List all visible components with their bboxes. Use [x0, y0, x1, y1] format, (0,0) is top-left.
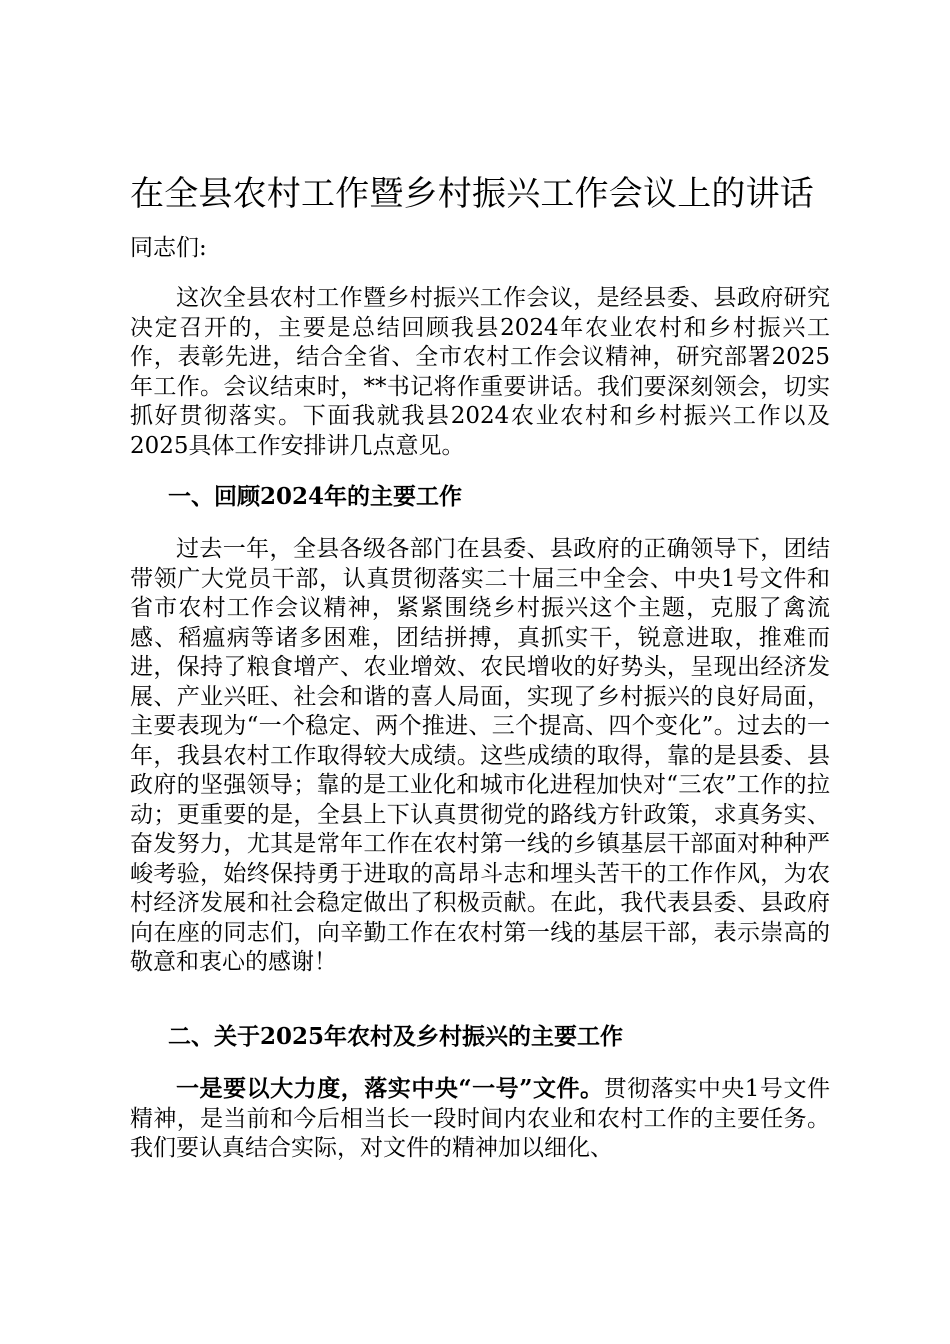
section1-heading: 一、回顾2024年的主要工作 [168, 483, 463, 510]
intro-paragraph: 这次全县农村工作暨乡村振兴工作会议，是经县委、县政府研究决定召开的，主要是总结回顾我县2024年农业农村和乡村振兴工作，表彰先进，结合全省、全市农村工作会议精神，研究部署2025年工作。会议结束时，**书记将作重要讲话。我们要深刻领会，切实抓好贯彻落实。下面我就我县2024农业农村和乡村振兴工作以及2025具体工作安排讲几点意见。 [130, 285, 830, 459]
salutation: 同志们: [130, 235, 207, 261]
document-page [130, 0, 830, 1344]
section1-paragraph: 过去一年，全县各级各部门在县委、县政府的正确领导下，团结带领广大党员干部，认真贯彻落实二十届三中全会、中央1号文件和省市农村工作会议精神，紧紧围绕乡村振兴这个主题，克服了禽流感、稻瘟病等诸多困难，团结拼搏，真抓实干，锐意进取，推难而进，保持了粮食增产、农业增效、农民增收的好势头，呈现出经济发展、产业兴旺、社会和谐的喜人局面，实现了乡村振兴的良好局面，主要表现为“一个稳定、两个推进、三个提高、四个变化”。过去的一年，我县农村工作取得较大成绩。这些成绩的取得，靠的是县委、县政府的坚强领导；靠的是工业化和城市化进程加快对“三农”工作的拉动；更重要的是，全县上下认真贯彻党的路线方针政策，求真务实、奋发努力，尤其是常年工作在农村第一线的乡镇基层干部面对种种严峻考验，始终保持勇于进取的高昂斗志和埋头苦干的工作作风，为农村经济发展和社会稳定做出了积极贡献。在此，我代表县委、县政府向在座的同志们，向辛勤工作在农村第一线的基层干部，表示崇高的敬意和衷心的感谢！ [130, 536, 830, 975]
document-title: 在全县农村工作暨乡村振兴工作会议上的讲话 [130, 174, 814, 214]
section2-body-text: 贯彻落实中央1号文件精神，是当前和今后相当长一段时间内农业和农村工作的主要任务。我们要认真结合实际，对文件的精神加以细化、 [130, 1076, 830, 1161]
section2-lead-sentence: 一是要以大力度，落实中央“一号”文件。 [176, 1075, 604, 1102]
section2-paragraph [130, 1074, 830, 1164]
section2-heading: 二、关于2025年农村及乡村振兴的主要工作 [168, 1023, 624, 1050]
